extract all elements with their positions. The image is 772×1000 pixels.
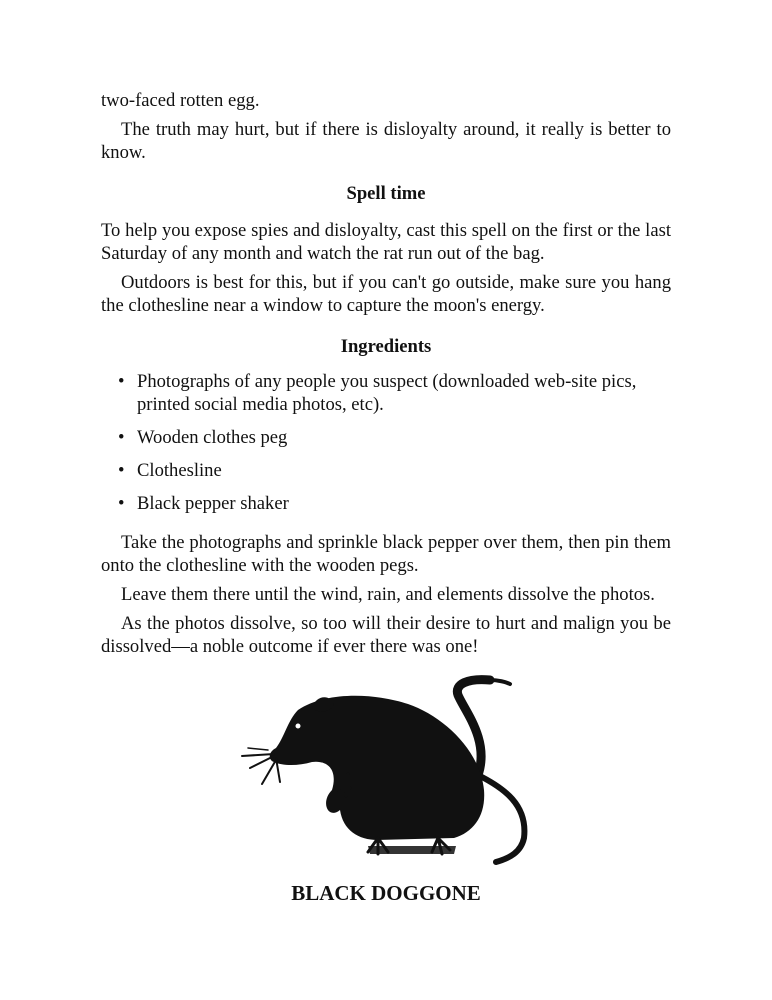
paragraph-truth: The truth may hurt, but if there is disloyalty around, it really is better to know.: [101, 119, 671, 163]
ingredients-list: [101, 370, 671, 515]
illustration-caption: BLACK DOGGONE: [291, 881, 481, 905]
rat-silhouette-icon: [228, 670, 548, 870]
paragraph-outdoors: Outdoors is best for this, but if you can't go outside, make sure you hang the clothesline near a window to capture the moon's energy.: [101, 272, 671, 316]
heading-spell-time: Spell time: [346, 183, 426, 204]
page-body: [101, 89, 671, 664]
paragraph-outcome: As the photos dissolve, so too will their desire to hurt and malign you be dissolved—a noble outcome if ever there was one!: [101, 613, 671, 657]
list-item-pepper-shaker: • Black pepper shaker: [101, 492, 671, 515]
paragraph-continued: two-faced rotten egg.: [101, 90, 260, 111]
paragraph-instructions: Take the photographs and sprinkle black pepper over them, then pin them onto the clothesline with the wooden pegs.: [101, 532, 671, 576]
heading-ingredients: Ingredients: [340, 336, 432, 357]
rat-illustration: [228, 670, 548, 870]
list-item-photographs: • Photographs of any people you suspect (downloaded web-site pics, printed social media photos, etc).: [101, 370, 671, 416]
list-item-clothes-peg: • Wooden clothes peg: [101, 426, 671, 449]
list-item-clothesline: • Clothesline: [101, 459, 671, 482]
paragraph-leave-them: Leave them there until the wind, rain, and elements dissolve the photos.: [121, 584, 655, 605]
paragraph-spell-intro: To help you expose spies and disloyalty, cast this spell on the first or the last Saturday of any month and watch the rat run out of the bag.: [101, 220, 671, 264]
